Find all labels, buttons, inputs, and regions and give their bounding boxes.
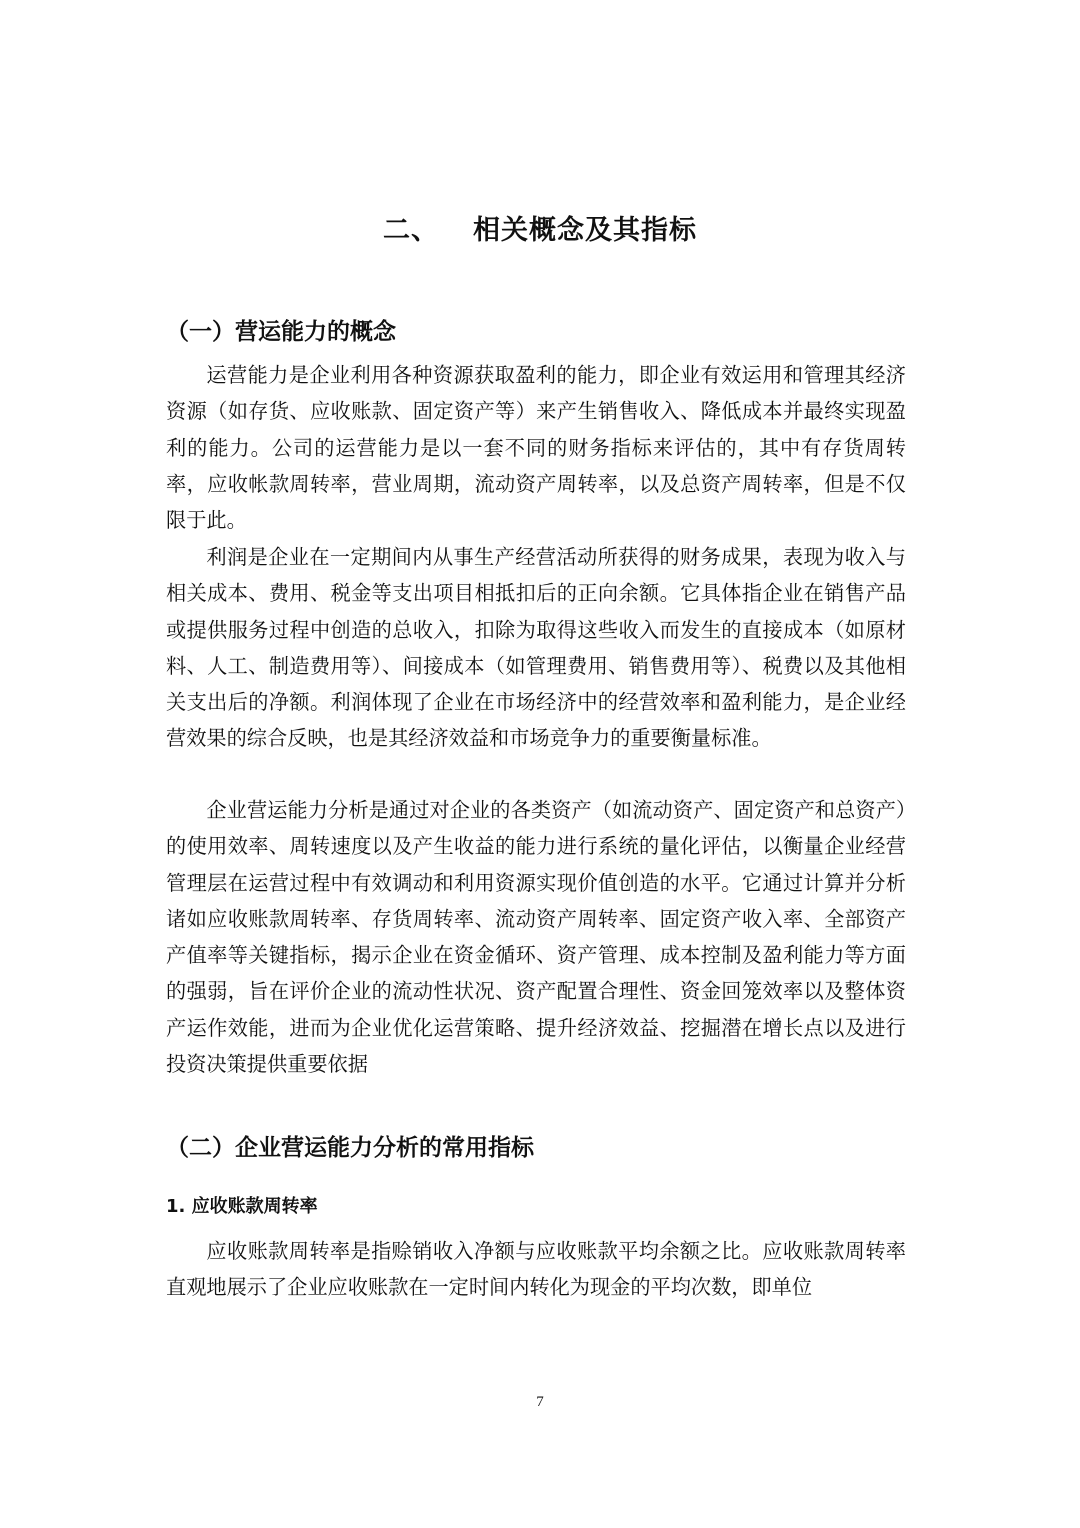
paragraph-receivables-turnover: 应收账款周转率是指赊销收入净额与应收账款平均余额之比。应收账款周转率直观地展示了企业应收账款在一定时间内转化为现金的平均次数，即单位 <box>166 1239 906 1300</box>
section-title-2: （二）企业营运能力分析的常用指标 <box>166 1135 534 1161</box>
chapter-title-text: 相关概念及其指标 <box>473 215 697 246</box>
page-number: 7 <box>536 1394 544 1410</box>
paragraph-operating-analysis: 企业营运能力分析是通过对企业的各类资产（如流动资产、固定资产和总资产）的使用效率、周转速度以及产生收益的能力进行系统的量化评估，以衡量企业经营管理层在运营过程中有效调动和利用资源实现价值创造的水平。它通过计算并分析诸如应收账款周转率、存货周转率、流动资产周转率、固定资产收入率、全部资产产值率等关键指标，揭示企业在资金循环、资产管理、成本控制及盈利能力等方面的强弱，旨在评价企业的流动性状况、资产配置合理性、资金回笼效率以及整体资产运作效能，进而为企业优化运营策略、提升经济效益、挖掘潜在增长点以及进行投资决策提供重要依据 <box>166 798 906 1077</box>
chapter-title <box>0 208 1080 247</box>
section-title-1: （一）营运能力的概念 <box>166 319 396 345</box>
subsection-title: 1. 应收账款周转率 <box>166 1196 318 1217</box>
paragraph-operating-capacity: 运营能力是企业利用各种资源获取盈利的能力，即企业有效运用和管理其经济资源（如存货、应收账款、固定资产等）来产生销售收入、降低成本并最终实现盈利的能力。公司的运营能力是以一套不同的财务指标来评估的，其中有存货周转率，应收帐款周转率，营业周期，流动资产周转率，以及总资产周转率，但是不仅限于此。 <box>166 363 906 533</box>
chapter-number: 二、 <box>383 215 439 246</box>
paragraph-profit: 利润是企业在一定期间内从事生产经营活动所获得的财务成果，表现为收入与相关成本、费用、税金等支出项目相抵扣后的正向余额。它具体指企业在销售产品或提供服务过程中创造的总收入，扣除为取得这些收入而发生的直接成本（如原材料、人工、制造费用等）、间接成本（如管理费用、销售费用等）、税费以及其他相关支出后的净额。利润体现了企业在市场经济中的经营效率和盈利能力，是企业经营效果的综合反映，也是其经济效益和市场竞争力的重要衡量标准。 <box>166 545 906 751</box>
